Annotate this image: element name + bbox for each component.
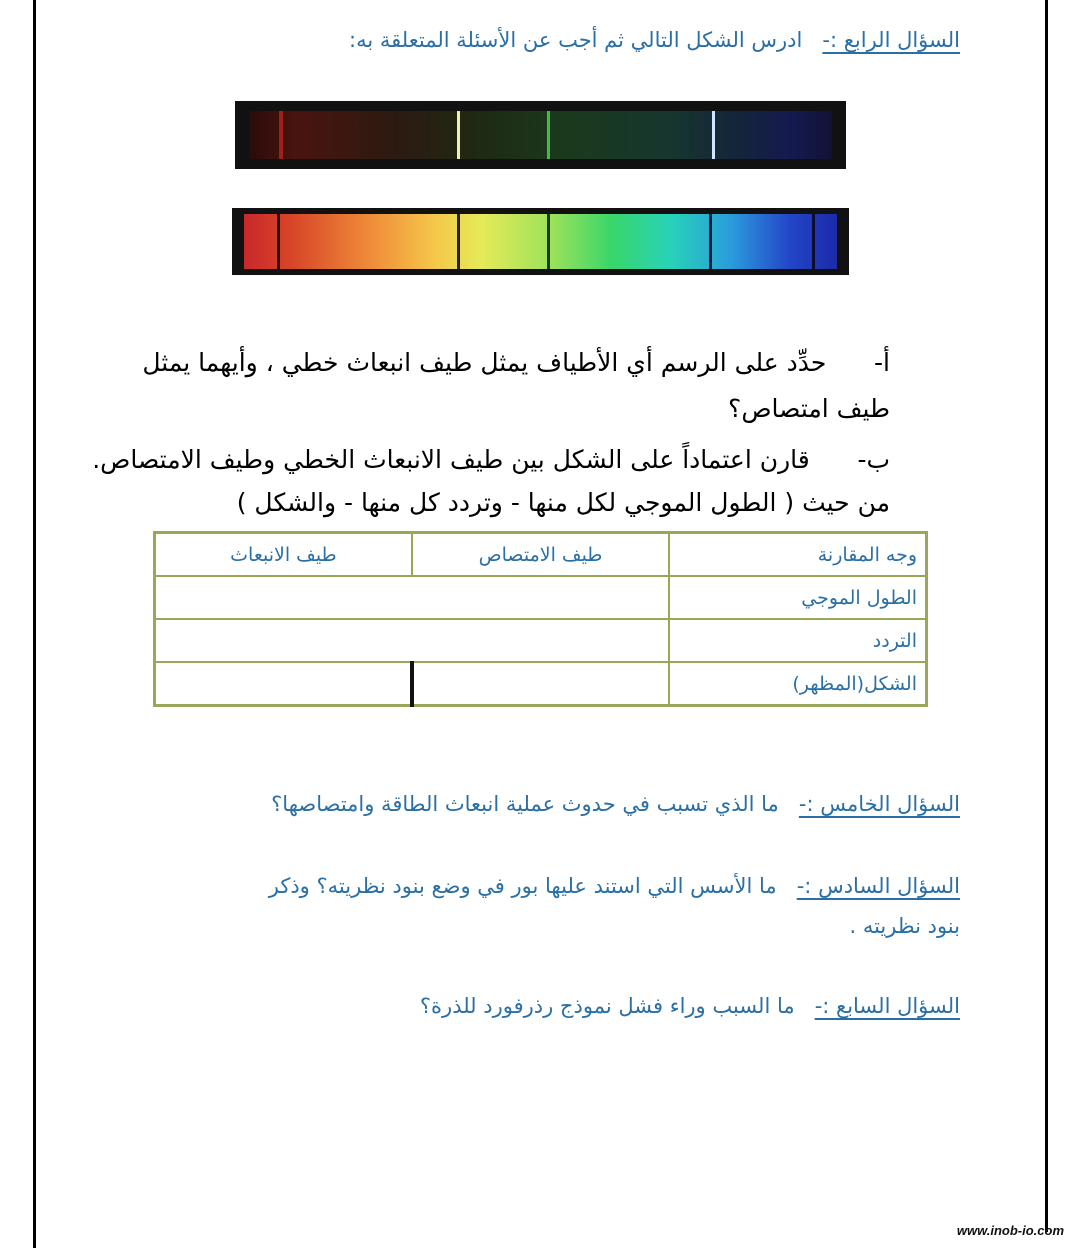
question-7-heading: السؤال السابع :- [814,994,960,1018]
question-6 [269,874,960,898]
absorption-spectrum-band [244,214,837,269]
part-a-line-2 [728,394,890,423]
question-5-heading: السؤال الخامس :- [798,792,960,816]
question-6-body-2: بنود نظريته . [849,914,960,938]
table-row [155,662,927,706]
question-5 [271,792,960,816]
emission-line-cyan [712,111,715,159]
part-a-line-1 [142,348,890,377]
question-6-body: ما الأسس التي استند عليها بور في وضع بنود نظريته؟ وذكر [268,874,777,898]
page-border-right [1045,0,1048,1232]
part-a-text-2: طيف امتصاص؟ [728,394,890,423]
table-answer-cell[interactable] [412,662,669,706]
question-6-heading: السؤال السادس :- [796,874,960,898]
watermark-url: www.inob-io.com [956,1223,1064,1238]
table-answer-cell[interactable] [155,619,670,662]
part-b-line-1 [92,445,890,474]
emission-spectrum [235,101,846,169]
emission-line-red [279,111,283,159]
table-header-row [155,533,927,577]
part-a-text-1: حدِّد على الرسم أي الأطياف يمثل طيف انبعاث خطي ، وأيهما يمثل [142,348,827,377]
question-4-heading: السؤال الرابع :- [822,28,960,52]
table-row-label-wavelength: الطول الموجي [669,576,926,619]
table-answer-cell[interactable] [155,662,412,706]
comparison-table [153,531,928,707]
part-b-marker: ب- [857,445,890,474]
table-header-absorption: طيف الامتصاص [412,533,669,577]
table-row-label-shape: الشكل(المظهر) [669,662,926,706]
part-b-line-2 [237,488,890,517]
part-b-text-2: من حيث ( الطول الموجي لكل منها - وتردد كل منها - والشكل ) [236,488,890,517]
question-5-body: ما الذي تسبب في حدوث عملية انبعاث الطاقة وامتصاصها؟ [271,792,779,816]
question-7 [420,994,960,1018]
table-header-emission: طيف الانبعاث [155,533,412,577]
question-7-body: ما السبب وراء فشل نموذج رذرفورد للذرة؟ [419,994,795,1018]
absorption-line-1 [277,214,280,269]
part-b-text-1: قارن اعتماداً على الشكل بين طيف الانبعاث الخطي وطيف الامتصاص. [92,445,810,474]
absorption-line-3 [547,214,550,269]
table-answer-cell[interactable] [155,576,670,619]
absorption-line-4 [709,214,712,269]
table-row-label-frequency: التردد [669,619,926,662]
part-a-marker: أ- [874,348,890,377]
table-header-aspect: وجه المقارنة [669,533,926,577]
absorption-spectrum [232,208,849,275]
emission-line-yellow [457,111,460,159]
absorption-line-2 [457,214,460,269]
table-row [155,576,927,619]
question-4 [349,28,960,52]
question-4-body: ادرس الشكل التالي ثم أجب عن الأسئلة المتعلقة به: [349,28,803,52]
emission-line-green [547,111,550,159]
question-6-line-2 [849,914,960,938]
page-border-left [33,0,36,1248]
absorption-line-5 [812,214,815,269]
emission-spectrum-band [249,111,832,159]
table-row [155,619,927,662]
